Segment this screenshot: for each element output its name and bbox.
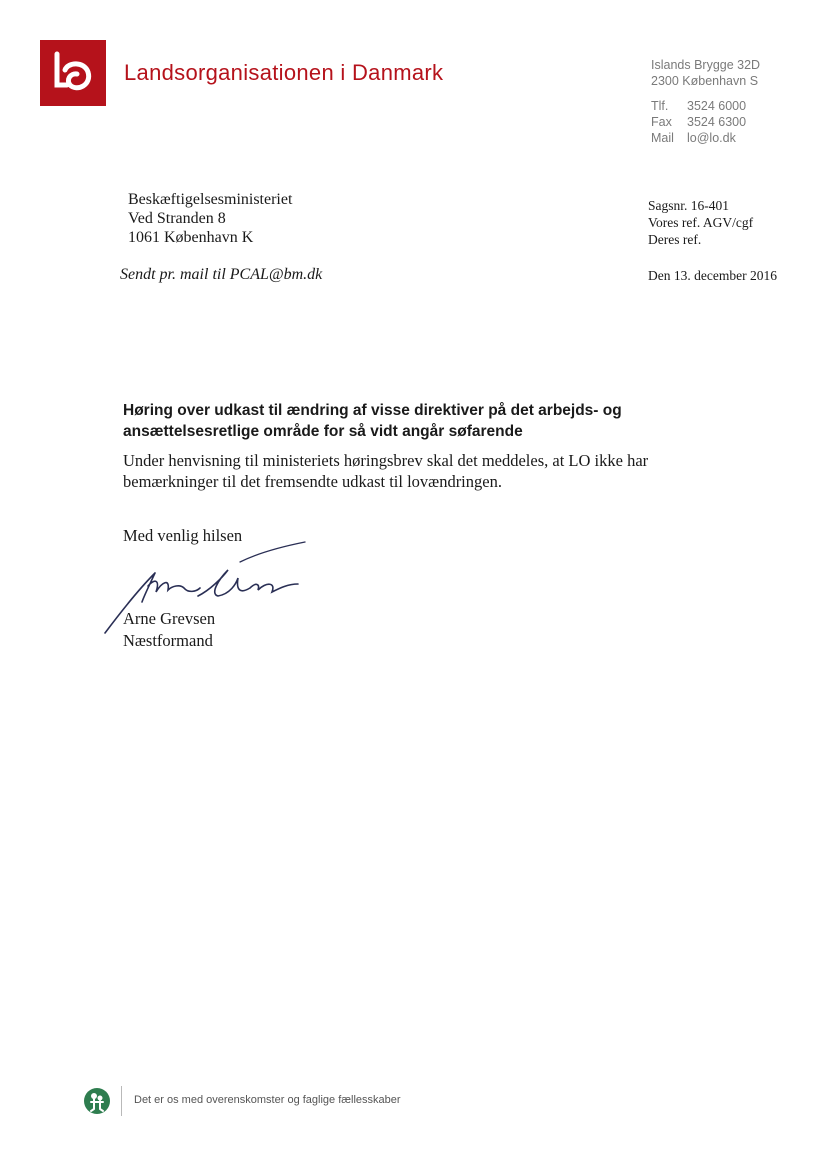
case-number: Sagsnr. 16-401 [648, 198, 729, 213]
footer-divider [121, 1086, 122, 1116]
signer-name: Arne Grevsen [123, 609, 216, 628]
signer-title: Næstformand [123, 631, 213, 650]
address-block [651, 57, 760, 89]
recipient-line: Ved Stranden 8 [128, 210, 226, 227]
footer-tagline: Det er os med overenskomster og faglige fællesskaber [134, 1094, 401, 1106]
recipient-address [128, 190, 292, 247]
address-line: 2300 København S [651, 74, 759, 88]
sent-by-mail-note: Sendt pr. mail til PCAL@bm.dk [120, 266, 323, 283]
letter-subject: Høring over udkast til ændring af visse direktiver på det arbejds- og ansættelsesretlige område for så vidt angår søfarende [123, 402, 622, 440]
letter-date: Den 13. december 2016 [648, 268, 777, 283]
contact-block [651, 98, 746, 146]
recipient-line: Beskæftigelsesministeriet [128, 191, 293, 208]
contact-label: Tlf. [651, 99, 669, 113]
closing-greeting: Med venlig hilsen [123, 526, 243, 545]
contact-mail [651, 130, 746, 146]
recipient-line: 1061 København K [128, 229, 254, 246]
letter-body: Under henvisning til ministeriets høringsbrev skal det meddeles, at LO ikke har bemærkninger til det fremsendte udkast til lovændringen. [123, 451, 649, 491]
contact-value: 3524 6000 [687, 99, 747, 113]
reference-block [648, 197, 753, 248]
address-line: Islands Brygge 32D [651, 58, 761, 72]
contact-label: Fax [651, 115, 672, 129]
contact-phone [651, 98, 746, 114]
contact-label: Mail [651, 131, 674, 145]
our-reference: Vores ref. AGV/cgf [648, 215, 754, 230]
lo-logo [40, 40, 106, 106]
people-icon [83, 1087, 111, 1115]
contact-fax [651, 114, 746, 130]
your-reference: Deres ref. [648, 232, 702, 247]
organization-name: Landsorganisationen i Danmark [124, 60, 444, 85]
contact-value: 3524 6300 [687, 115, 747, 129]
contact-value: lo@lo.dk [687, 131, 736, 145]
